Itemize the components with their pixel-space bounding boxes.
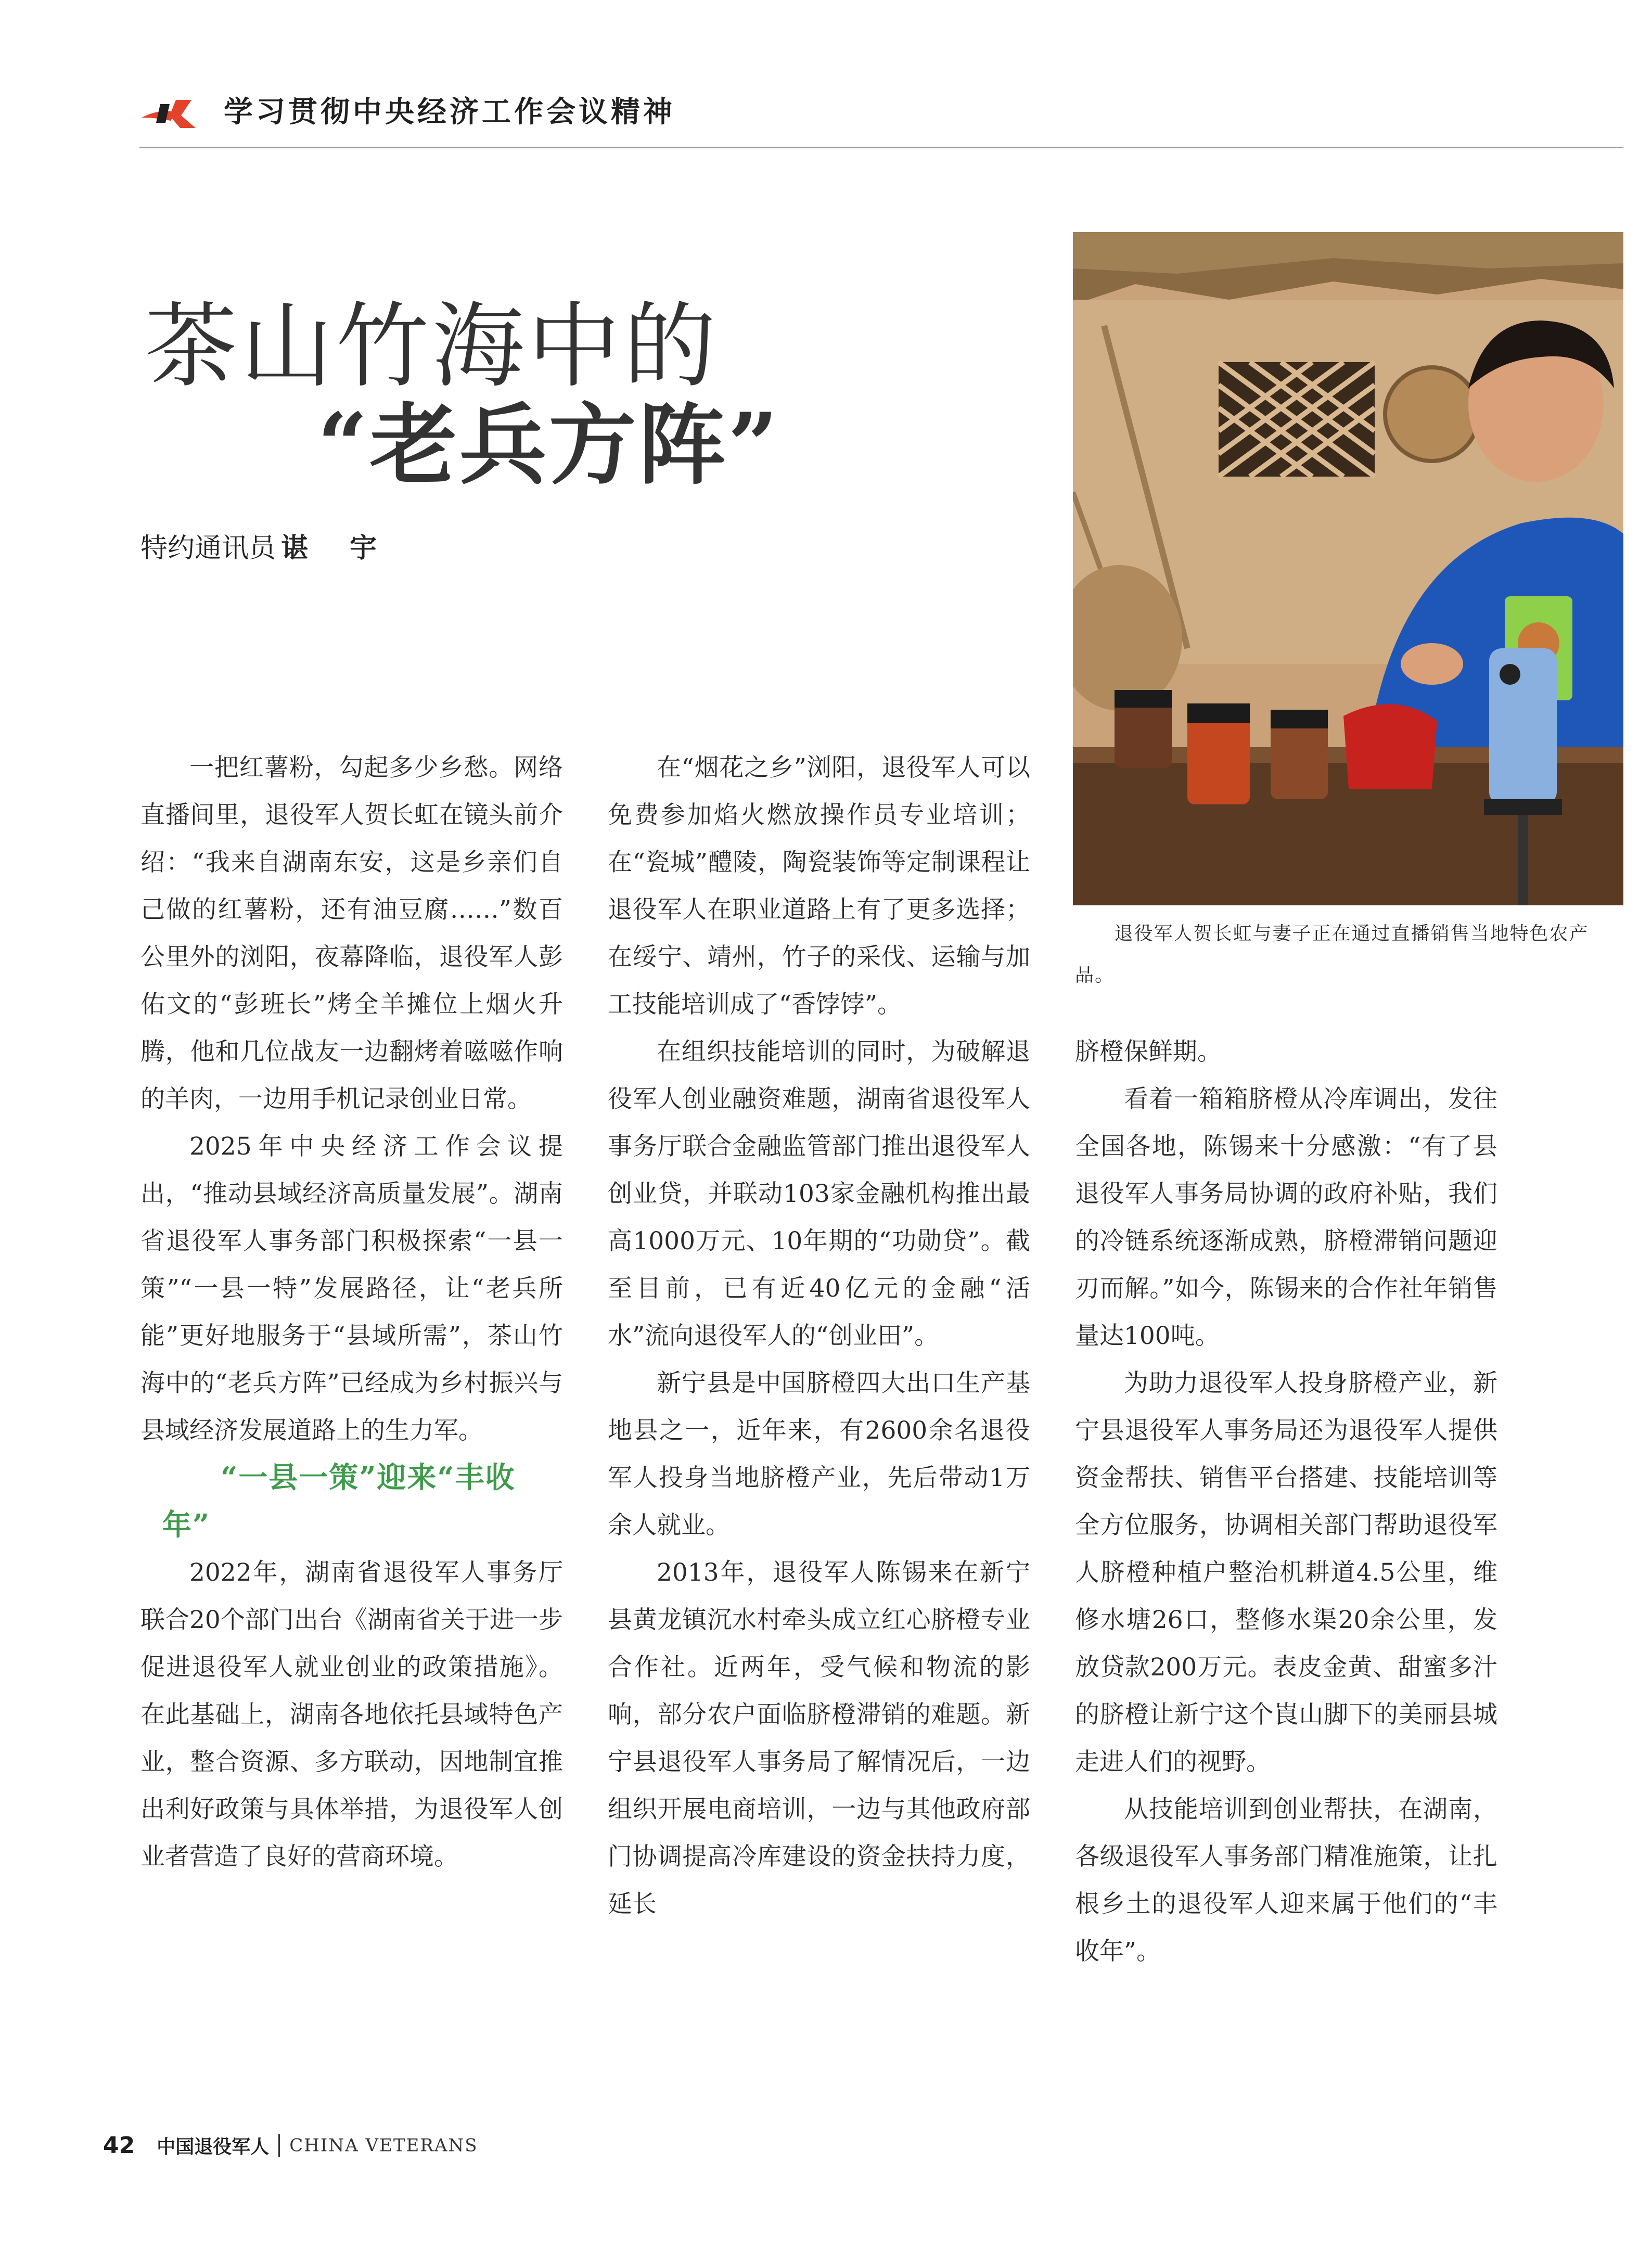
section-subheading: “一县一策”迎来“丰收年” xyxy=(162,1460,516,1542)
paragraph: 在“烟花之乡”浏阳，退役军人可以免费参加焰火燃放操作员专业培训；在“瓷城”醴陵，陶瓷装饰等定制课程让退役军人在职业道路上有了更多选择；在绥宁、靖州，竹子的采伐、运输与加工技能培训成了“香饽饽”。 xyxy=(608,753,1030,1019)
photo-caption: 退役军人贺长虹与妻子正在通过直播销售当地特色农产品。 xyxy=(1075,923,1589,986)
header-divider xyxy=(139,147,1623,148)
paragraph: 2013年，退役军人陈锡来在新宁县黄龙镇沉水村牵头成立红心脐橙专业合作社。近两年，受气候和物流的影响，部分农户面临脐橙滞销的难题。新宁县退役军人事务局了解情况后，一边组织开展电商培训，一边与其他政府部门协调提高冷库建设的资金扶持力度，延长 xyxy=(608,1558,1030,1918)
paragraph: 在组织技能培训的同时，为破解退役军人创业融资难题，湖南省退役军人事务厅联合金融监管部门推出退役军人创业贷，并联动103家金融机构推出最高1000万元、10年期的“功勋贷”。截至目前，已有近40亿元的金融“活水”流向退役军人的“创业田”。 xyxy=(608,1037,1030,1350)
paragraph: 一把红薯粉，勾起多少乡愁。网络直播间里，退役军人贺长虹在镜头前介绍：“我来自湖南东安，这是乡亲们自己做的红薯粉，还有油豆腐……”数百公里外的浏阳，夜幕降临，退役军人彭佑文的“彭班长”烤全羊摊位上烟火升腾，他和几位战友一边翻烤着嗞嗞作响的羊肉，一边用手机记录创业日常。 xyxy=(140,753,563,1113)
magazine-name-cn: 中国退役军人 xyxy=(157,2136,270,2158)
body-column-3 xyxy=(1075,1028,1497,1975)
article-title-line1: 茶山竹海中的 xyxy=(145,292,719,400)
byline-role: 特约通讯员 xyxy=(140,533,276,564)
paragraph: 从技能培训到创业帮扶，在湖南，各级退役军人事务部门精准施策，让扎根乡土的退役军人迎来属于他们的“丰收年”。 xyxy=(1075,1795,1497,1966)
body-column-2 xyxy=(608,744,1030,1928)
section-logo-icon xyxy=(139,97,198,131)
paragraph: 为助力退役军人投身脐橙产业，新宁县退役军人事务局还为退役军人提供资金帮扶、销售平台搭建、技能培训等全方位服务，协调相关部门帮助退役军人脐橙种植户整治机耕道4.5公里，维修水塘26口，整修水渠20余公里，发放贷款200万元。表皮金黄、甜蜜多汁的脐橙让新宁这个崀山脚下的美丽县城走进人们的视野。 xyxy=(1075,1369,1497,1776)
body-column-1 xyxy=(140,744,563,1880)
footer-separator xyxy=(278,2134,280,2157)
byline xyxy=(140,530,384,567)
article-photo xyxy=(1073,232,1623,905)
magazine-name-en: CHINA VETERANS xyxy=(289,2135,478,2156)
page-footer xyxy=(103,2132,478,2163)
page-number: 42 xyxy=(103,2132,135,2159)
paragraph: 看着一箱箱脐橙从冷库调出，发往全国各地，陈锡来十分感激：“有了县退役军人事务局协调的政府补贴，我们的冷链系统逐渐成熟，脐橙滞销问题迎刃而解。”如今，陈锡来的合作社年销售量达100吨。 xyxy=(1075,1085,1497,1350)
paragraph-continuation: 脐橙保鲜期。 xyxy=(1075,1037,1222,1066)
paragraph: 新宁县是中国脐橙四大出口生产基地县之一，近年来，有2600余名退役军人投身当地脐橙产业，先后带动1万余人就业。 xyxy=(608,1369,1030,1540)
paragraph: 2025年中央经济工作会议提出，“推动县域经济高质量发展”。湖南省退役军人事务部门积极探索“一县一策”“一县一特”发展路径，让“老兵所能”更好地服务于“县域所需”，茶山竹海中的“老兵方阵”已经成为乡村振兴与县域经济发展道路上的生力军。 xyxy=(140,1132,563,1445)
section-title: 学习贯彻中央经济工作会议精神 xyxy=(224,95,675,129)
article-title-line2: “老兵方阵” xyxy=(317,393,780,496)
paragraph: 2022年，湖南省退役军人事务厅联合20个部门出台《湖南省关于进一步促进退役军人就业创业的政策措施》。在此基础上，湖南各地依托县域特色产业，整合资源、多方联动，因地制宜推出利好政策与具体举措，为退役军人创业者营造了良好的营商环境。 xyxy=(140,1558,563,1871)
byline-author: 谌 宇 xyxy=(281,533,385,564)
